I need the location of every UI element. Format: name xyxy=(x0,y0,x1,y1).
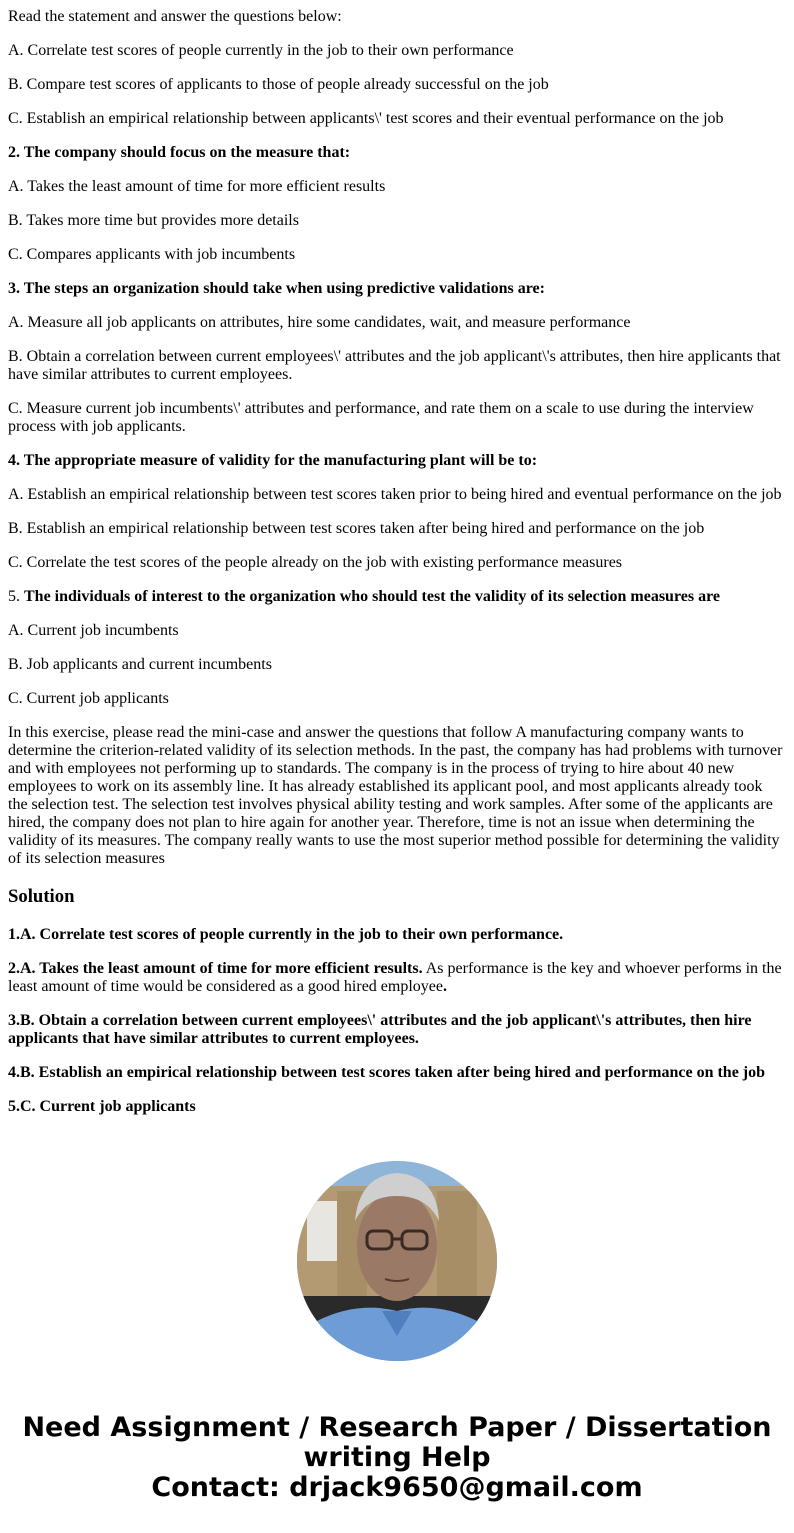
q5-heading-row xyxy=(8,588,786,606)
answer-5: 5.C. Current job applicants xyxy=(8,1098,196,1115)
q1-option-a: A. Correlate test scores of people currently in the job to their own performance xyxy=(8,42,514,59)
q5-option-b: B. Job applicants and current incumbents xyxy=(8,656,272,673)
q4-option-a: A. Establish an empirical relationship between test scores taken prior to being hired and eventual performance on the job xyxy=(8,486,782,503)
answer-4: 4.B. Establish an empirical relationship between test scores taken after being hired and performance on the job xyxy=(8,1064,766,1081)
q2-option-b: B. Takes more time but provides more details xyxy=(8,212,299,229)
answer-2-period: . xyxy=(442,978,447,995)
case-text: In this exercise, please read the mini-case and answer the questions that follow A manufacturing company wants to determine the criterion-related validity of its selection methods. In the past, the company has had problems with turnover and with employees not performing up to standards. The company is in the process of trying to hire about 40 new employees to work on its assembly line. It has already established its applicant pool, and most applicants already took the selection test. The selection test involves physical ability testing and work samples. After some of the applicants are hired, the company does not plan to hire again for another year. Therefore, time is not an issue when determining the validity of its measures. The company really wants to use the most superior method possible for determining the validity of its selection measures xyxy=(8,724,783,867)
q1-option-c: C. Establish an empirical relationship between applicants\' test scores and their eventual performance on the job xyxy=(8,110,724,127)
q1-option-b: B. Compare test scores of applicants to those of people already successful on the job xyxy=(8,76,549,93)
q2-heading: 2. The company should focus on the measure that: xyxy=(8,144,351,161)
answer-2-bold: 2.A. Takes the least amount of time for more efficient results. xyxy=(8,960,423,977)
q3-option-b: B. Obtain a correlation between current employees\' attributes and the job applicant\'s attributes, then hire applicants that have similar attributes to current employees. xyxy=(8,348,781,383)
q5-heading: The individuals of interest to the organization who should test the validity of its selection measures are xyxy=(24,588,720,605)
solution-heading: Solution xyxy=(8,886,75,907)
q4-option-b: B. Establish an empirical relationship between test scores taken after being hired and performance on the job xyxy=(8,520,705,537)
author-portrait-icon xyxy=(297,1161,497,1361)
answer-3: 3.B. Obtain a correlation between current employees\' attributes and the job applicant\'s attributes, then hire applicants that have similar attributes to current employees. xyxy=(8,1012,752,1047)
q2-option-c: C. Compares applicants with job incumbents xyxy=(8,246,296,263)
q4-option-c: C. Correlate the test scores of the people already on the job with existing performance measures xyxy=(8,554,623,571)
q3-option-a: A. Measure all job applicants on attributes, hire some candidates, wait, and measure performance xyxy=(8,314,631,331)
intro-text: Read the statement and answer the questions below: xyxy=(8,8,342,25)
q5-option-a: A. Current job incumbents xyxy=(8,622,179,639)
avatar xyxy=(297,1161,497,1361)
answer-2 xyxy=(8,960,786,996)
q5-number: 5. xyxy=(8,588,24,605)
answer-2-explanation: As performance is the key and whoever performs in the least amount of time would be considered as a good hired employee xyxy=(8,960,782,995)
contact-banner xyxy=(0,1413,794,1533)
banner-headline: Need Assignment / Research Paper / Dissertation writing Help xyxy=(22,1412,772,1473)
answer-1: 1.A. Correlate test scores of people currently in the job to their own performance. xyxy=(8,926,564,943)
q3-option-c: C. Measure current job incumbents\' attributes and performance, and rate them on a scale to use during the interview process with job applicants. xyxy=(8,400,754,435)
q2-option-a: A. Takes the least amount of time for more efficient results xyxy=(8,178,386,195)
banner-contact: Contact: drjack9650@gmail.com xyxy=(151,1472,643,1503)
author-photo-container xyxy=(0,1161,794,1361)
q5-option-c: C. Current job applicants xyxy=(8,690,169,707)
q4-heading: 4. The appropriate measure of validity for the manufacturing plant will be to: xyxy=(8,452,538,469)
q3-heading: 3. The steps an organization should take when using predictive validations are: xyxy=(8,280,545,297)
